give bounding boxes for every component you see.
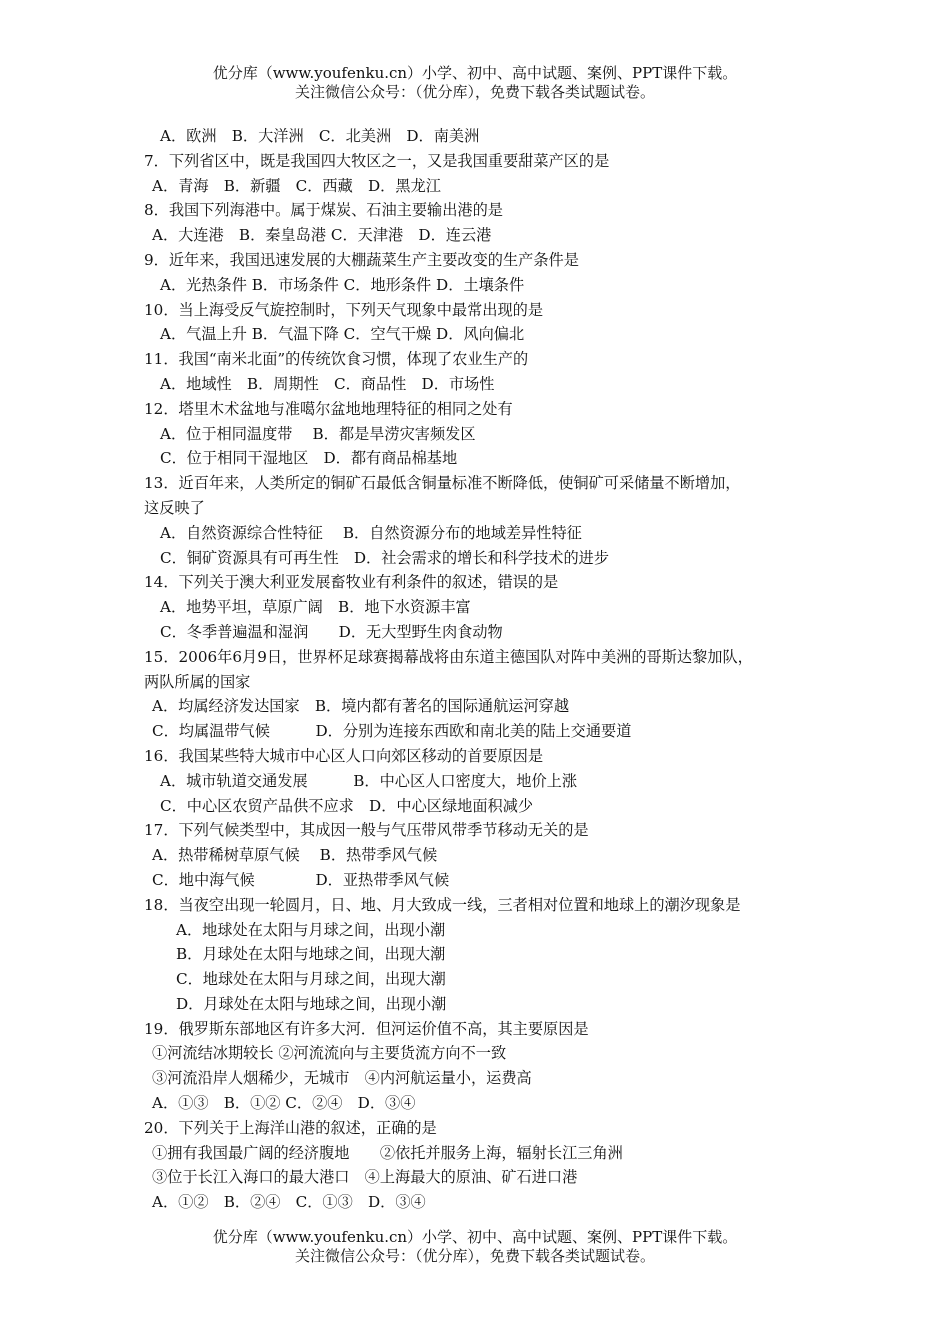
text-line: 9．近年来，我国迅速发展的大棚蔬菜生产主要改变的生产条件是: [144, 250, 579, 269]
text-line: A．①③ B．①② C．②④ D．③④: [152, 1094, 416, 1113]
text-line: A．热带稀树草原气候 B．热带季风气候: [152, 846, 438, 865]
text-line: 18．当夜空出现一轮圆月，日、地、月大致成一线，三者相对位置和地球上的潮汐现象是: [144, 895, 741, 914]
text-line: ①河流结冰期较长 ②河流流向与主要货流方向不一致: [152, 1044, 507, 1063]
footer-line-2: 关注微信公众号：（优分库），免费下载各类试题试卷。: [294, 1247, 655, 1265]
text-line: 11．我国“南米北面”的传统饮食习惯，体现了农业生产的: [144, 350, 529, 369]
text-line: B．月球处在太阳与地球之间，出现大潮: [176, 945, 446, 964]
text-line: 12．塔里木术盆地与准噶尔盆地地理特征的相同之处有: [144, 399, 513, 418]
text-line: A．气温上升 B．气温下降 C．空气干燥 D．风向偏北: [160, 325, 525, 344]
page-header: [0, 64, 950, 102]
page-footer: [0, 1228, 950, 1266]
text-line: A．自然资源综合性特征 B．自然资源分布的地域差异性特征: [160, 523, 582, 542]
text-line: C．中心区农贸产品供不应求 D．中心区绿地面积减少: [160, 796, 534, 815]
text-line: 8．我国下列海港中。属于煤炭、石油主要输出港的是: [144, 201, 503, 220]
text-line: 19．俄罗斯东部地区有许多大河．但河运价值不高，其主要原因是: [144, 1019, 589, 1038]
text-line: ③位于长江入海口的最大港口 ④上海最大的原油、矿石进口港: [152, 1168, 578, 1187]
text-line: C．均属温带气候 D．分别为连接东西欧和南北美的陆上交通要道: [152, 722, 632, 741]
text-line: ③河流沿岸人烟稀少，无城市 ④内河航运量小，运费高: [152, 1069, 532, 1088]
text-line: 16．我国某些特大城市中心区人口向郊区移动的首要原因是: [144, 746, 544, 765]
text-line: 17．下列气候类型中，其成因一般与气压带风带季节移动无关的是: [144, 821, 589, 840]
text-line: A．城市轨道交通发展 B．中心区人口密度大，地价上涨: [160, 771, 578, 790]
text-line: 20．下列关于上海洋山港的叙述，正确的是: [144, 1118, 437, 1137]
text-line: A．地球处在太阳与月球之间，出现小潮: [176, 920, 446, 939]
text-line: A．青海 B．新疆 C．西藏 D．黑龙江: [152, 176, 441, 195]
text-line: 这反映了: [144, 498, 205, 517]
text-line: 13．近百年来，人类所定的铜矿石最低含铜量标准不断降低，使铜矿可采储量不断增加，: [144, 474, 741, 493]
text-line: A．地域性 B．周期性 C．商品性 D．市场性: [160, 374, 495, 393]
text-line: C．冬季普遍温和湿润 D．无大型野生肉食动物: [160, 622, 503, 641]
text-line: A．地势平坦，草原广阔 B．地下水资源丰富: [160, 598, 471, 617]
text-line: A．均属经济发达国家 B．境内都有著名的国际通航运河穿越: [152, 697, 570, 716]
question-list: [144, 124, 824, 1215]
text-line: A．光热条件 B．市场条件 C．地形条件 D．土壤条件: [160, 275, 525, 294]
header-line-2: 关注微信公众号：（优分库），免费下载各类试题试卷。: [294, 83, 655, 101]
text-line: ①拥有我国最广阔的经济腹地 ②依托并服务上海，辐射长江三角洲: [152, 1143, 623, 1162]
text-line: D．月球处在太阳与地球之间，出现小潮: [176, 994, 447, 1013]
text-line: A．①② B．②④ C．①③ D．③④: [152, 1193, 426, 1212]
text-line: 10．当上海受反气旋控制时，下列天气现象中最常出现的是: [144, 300, 544, 319]
text-line: C．位于相同干湿地区 D．都有商品棉基地: [160, 449, 458, 468]
text-line: 15．2006年6月9日，世界杯足球赛揭幕战将由东道主德国队对阵中美洲的哥斯达黎加队，: [144, 647, 753, 666]
text-line: 14．下列关于澳大利亚发展畜牧业有利条件的叙述，错误的是: [144, 573, 559, 592]
text-line: C．地球处在太阳与月球之间，出现大潮: [176, 970, 446, 989]
text-line: A．位于相同温度带 B．都是旱涝灾害频发区: [160, 424, 476, 443]
footer-line-1: 优分库（www.youfenku.cn）小学、初中、高中试题、案例、PPT课件下载。: [212, 1228, 738, 1246]
text-line: 两队所属的国家: [144, 672, 251, 691]
text-line: 7．下列省区中，既是我国四大牧区之一，又是我国重要甜菜产区的是: [144, 151, 610, 170]
text-line: C．铜矿资源具有可再生性 D．社会需求的增长和科学技术的进步: [160, 548, 610, 567]
text-line: A．大连港 B．秦皇岛港 C．天津港 D．连云港: [152, 226, 492, 245]
text-line: A．欧洲 B．大洋洲 C．北美洲 D．南美洲: [160, 127, 480, 145]
header-line-1: 优分库（www.youfenku.cn）小学、初中、高中试题、案例、PPT课件下载。: [212, 64, 738, 82]
text-line: C．地中海气候 D．亚热带季风气候: [152, 870, 450, 889]
